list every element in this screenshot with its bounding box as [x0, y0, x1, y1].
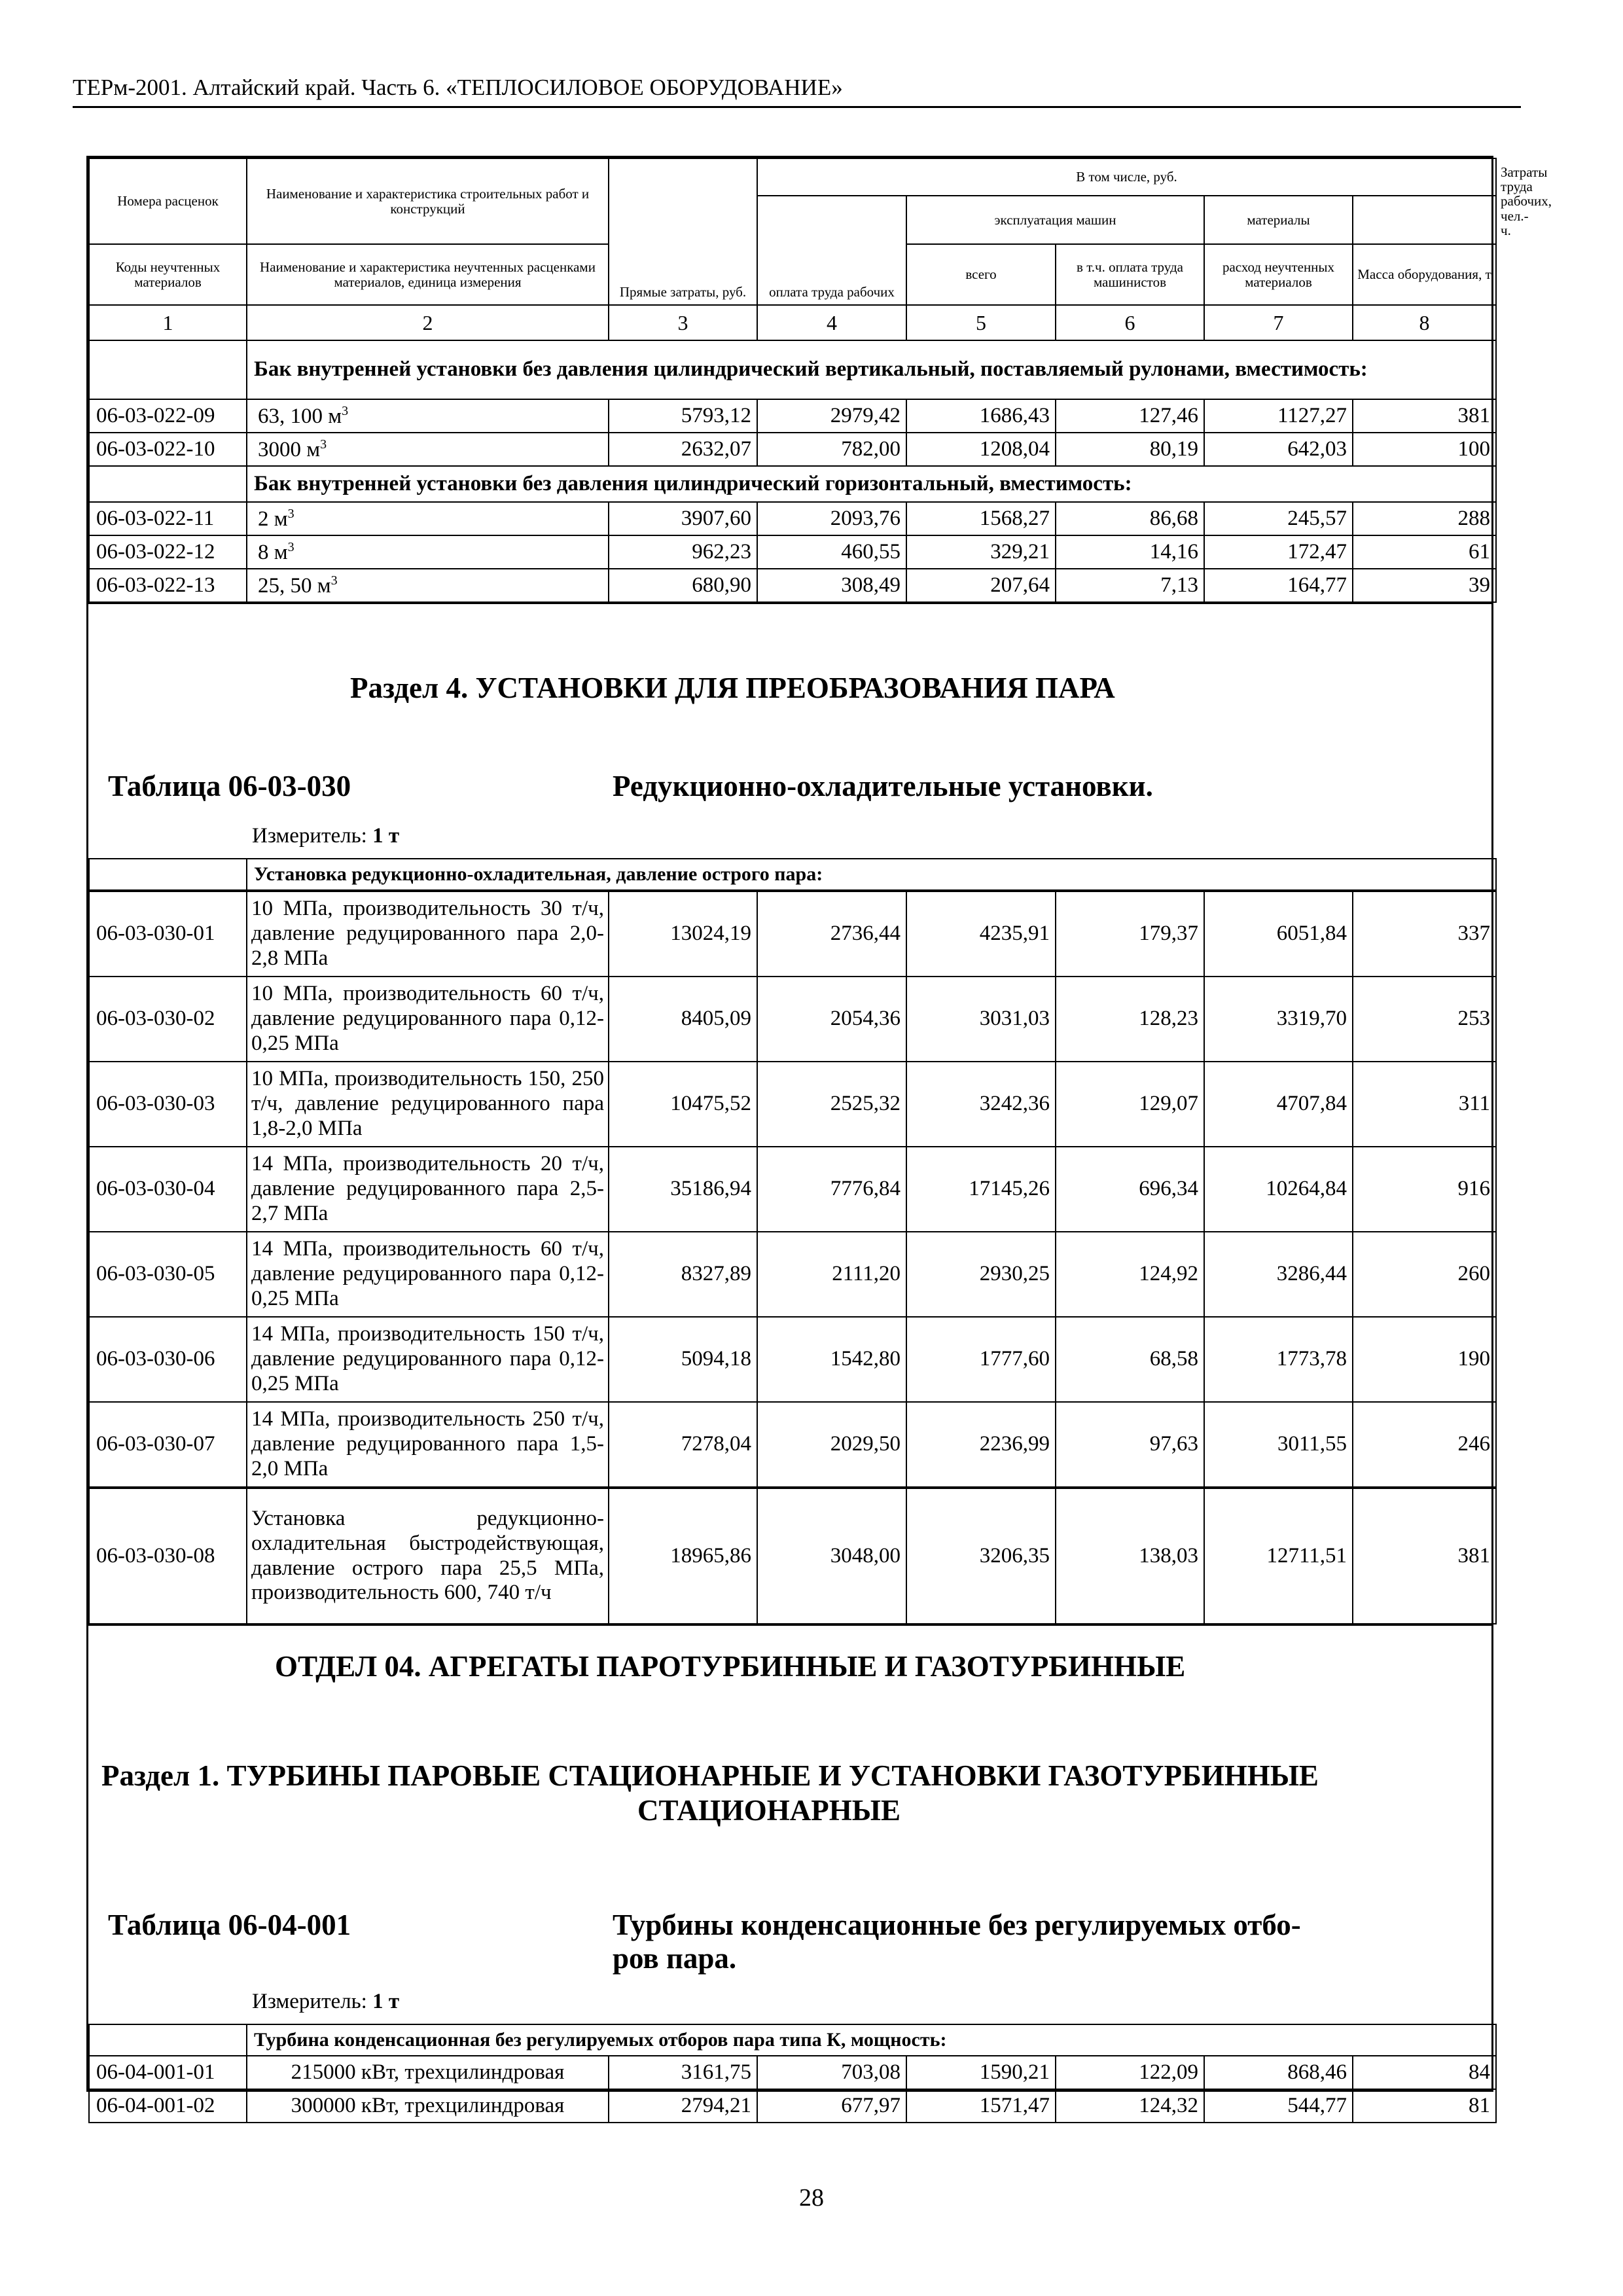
labor-pay: 3048,00 [757, 1488, 906, 1624]
table-06-04-001-title-line1: Турбины конденсационные без регулируемых отбо- [613, 1909, 1301, 1941]
rates-table-06-03-030-rows [88, 891, 1497, 1488]
materials: 164,77 [1204, 569, 1353, 602]
machine-total: 1686,43 [906, 399, 1056, 433]
machine-total: 1571,47 [906, 2089, 1056, 2123]
measure-unit: Измеритель: 1 т [252, 824, 400, 848]
machine-total: 3206,35 [906, 1488, 1056, 1624]
direct-costs: 8327,89 [609, 1232, 757, 1317]
machine-total: 207,64 [906, 569, 1056, 602]
rates-table-top: Номера расценок Наименование и характеристика строительных работ и конструкций Прямые затраты, руб. В том числе, руб. Затраты труда рабочих, чел.-ч. оплата труда рабочих эксплуатация машин материалы Коды неучтенных материалов Наименование и характеристика неучтенных расценками материалов, единица измерения всего в т.ч. оплата труда машинистов расход неучтенных материалов Масса оборудования, т 1 2 3 4 5 6 7 8 Бак внутренней установки без давления цилиндрический вертикальный, поставляемый рулонами, вместимость: 06-03-022-09 63, 100 $м^3$ 5793,12 2979,42 1686,43 127,46 1127,27 381 06-03-022-10 3000 $м^3$ 2632,07 782,00 1208,04 80,19 642,03 100 Бак внутренней установки без давления цилиндрический горизонтальный, вместимость: 06-03-022-11 2 $м^3$ 3907,60 2093,76 1568,27 86,68 245,57 288 06-03-022-12 8 $м^3$ 962,23 460,55 329,21 14,16 172,47 61 06-03-022-13 25, 50 $м^3$ 680,90 308,49 207,64 7,13 164,77 39 [88, 158, 1497, 603]
machine-total: 4235,91 [906, 891, 1056, 977]
col-including: В том числе, руб. [757, 158, 1496, 196]
table-row [89, 1062, 1496, 1147]
rates-table-06-03-030-last [88, 1488, 1497, 1624]
table-06-03-030-title: Редукционно-охладительные установки. [613, 770, 1153, 802]
section-4-title: Раздел 4. УСТАНОВКИ ДЛЯ ПРЕОБРАЗОВАНИЯ ПАРА [350, 672, 1115, 704]
direct-costs: 2794,21 [609, 2089, 757, 2123]
col-machine-op: эксплуатация машин [906, 196, 1204, 244]
table-row [89, 1402, 1496, 1487]
rate-name: 14 МПа, производительность 250 т/ч, давление редуцированного пара 1,5-2,0 МПа [247, 1402, 609, 1487]
col-work-name: Наименование и характеристика строительных работ и конструкций [247, 158, 609, 244]
labor-pay: 2111,20 [757, 1232, 906, 1317]
machine-total: 1208,04 [906, 433, 1056, 466]
labor-cost: 246 [1353, 1402, 1496, 1487]
operator-pay: 129,07 [1056, 1062, 1204, 1147]
direct-costs: 5793,12 [609, 399, 757, 433]
section-4-block [88, 603, 1491, 858]
direct-costs: 3907,60 [609, 502, 757, 535]
direct-costs: 680,90 [609, 569, 757, 602]
machine-total: 329,21 [906, 535, 1056, 569]
operator-pay: 97,63 [1056, 1402, 1204, 1487]
rates-table-06-04-001 [88, 2024, 1497, 2123]
table-row [89, 2056, 1496, 2089]
column-number: 4 [757, 305, 906, 340]
section-1-title-line1: Раздел 1. ТУРБИНЫ ПАРОВЫЕ СТАЦИОНАРНЫЕ И УСТАНОВКИ ГАЗОТУРБИННЫЕ [101, 1759, 1319, 1792]
col-equipment-mass: Масса оборудования, т [1353, 244, 1496, 305]
table-row [89, 433, 1496, 466]
operator-pay: 68,58 [1056, 1317, 1204, 1402]
table-row [89, 1147, 1496, 1232]
labor-pay: 2093,76 [757, 502, 906, 535]
direct-costs: 5094,18 [609, 1317, 757, 1402]
rate-name: Установка редукционно-охладительная быстродействующая, давление острого пара 25,5 МПа, производительность 600, 740 т/ч [247, 1488, 609, 1624]
labor-pay: 677,97 [757, 2089, 906, 2123]
rates-document [86, 156, 1552, 2117]
col-operator-pay: в т.ч. оплата труда машинистов [1056, 244, 1204, 305]
labor-pay: 2525,32 [757, 1062, 906, 1147]
labor-cost: 311 [1353, 1062, 1496, 1147]
rate-name: 215000 кВт, трехцилиндровая [247, 2056, 609, 2089]
page-header [73, 73, 1521, 108]
machine-total: 1568,27 [906, 502, 1056, 535]
machine-total: 3031,03 [906, 977, 1056, 1062]
rate-code: 06-03-030-01 [89, 891, 247, 977]
col-machine-total: всего [906, 244, 1056, 305]
materials: 642,03 [1204, 433, 1353, 466]
rate-code: 06-03-030-03 [89, 1062, 247, 1147]
column-number: 7 [1204, 305, 1353, 340]
materials: 4707,84 [1204, 1062, 1353, 1147]
labor-pay: 308,49 [757, 569, 906, 602]
labor-pay: 782,00 [757, 433, 906, 466]
labor-pay: 2029,50 [757, 1402, 906, 1487]
direct-costs: 13024,19 [609, 891, 757, 977]
materials: 3286,44 [1204, 1232, 1353, 1317]
column-numbers-row [89, 305, 1496, 340]
labor-cost: 253 [1353, 977, 1496, 1062]
labor-pay: 2979,42 [757, 399, 906, 433]
rate-name: 10 МПа, производительность 30 т/ч, давление редуцированного пара 2,0-2,8 МПа [247, 891, 609, 977]
rate-code: 06-03-030-06 [89, 1317, 247, 1402]
rate-name: 8 $м^3$ [247, 535, 609, 569]
operator-pay: 128,23 [1056, 977, 1204, 1062]
section4-group-title: Установка редукционно-охладительная, давление острого пара: [247, 859, 1496, 890]
rate-code: 06-03-030-07 [89, 1402, 247, 1487]
labor-pay: 1542,80 [757, 1317, 906, 1402]
materials: 12711,51 [1204, 1488, 1353, 1624]
column-number: 3 [609, 305, 757, 340]
labor-cost: 260 [1353, 1232, 1496, 1317]
column-number: 2 [247, 305, 609, 340]
table-row [89, 502, 1496, 535]
labor-cost: 337 [1353, 891, 1496, 977]
operator-pay: 696,34 [1056, 1147, 1204, 1232]
rate-code: 06-03-030-05 [89, 1232, 247, 1317]
direct-costs: 8405,09 [609, 977, 757, 1062]
labor-cost: 190 [1353, 1317, 1496, 1402]
direct-costs: 3161,75 [609, 2056, 757, 2089]
operator-pay: 124,92 [1056, 1232, 1204, 1317]
table-row [89, 535, 1496, 569]
operator-pay: 138,03 [1056, 1488, 1204, 1624]
materials: 3319,70 [1204, 977, 1353, 1062]
column-number: 8 [1353, 305, 1496, 340]
header-title: ТЕРм-2001. Алтайский край. Часть 6. «ТЕПЛОСИЛОВОЕ ОБОРУДОВАНИЕ» [73, 75, 843, 100]
labor-pay: 7776,84 [757, 1147, 906, 1232]
rate-name: 10 МПа, производительность 60 т/ч, давление редуцированного пара 0,12-0,25 МПа [247, 977, 609, 1062]
table-row [89, 891, 1496, 977]
direct-costs: 10475,52 [609, 1062, 757, 1147]
group-header-row [89, 859, 1496, 890]
rate-code: 06-03-022-10 [89, 433, 247, 466]
operator-pay: 80,19 [1056, 433, 1204, 466]
col-material-names: Наименование и характеристика неучтенных расценками материалов, единица измерения [247, 244, 609, 305]
direct-costs: 18965,86 [609, 1488, 757, 1624]
col-material-codes: Коды неучтенных материалов [89, 244, 247, 305]
page-number: 28 [799, 2184, 824, 2212]
materials: 10264,84 [1204, 1147, 1353, 1232]
materials: 245,57 [1204, 502, 1353, 535]
group-header-row [89, 466, 1496, 502]
direct-costs: 7278,04 [609, 1402, 757, 1487]
machine-total: 1777,60 [906, 1317, 1056, 1402]
labor-cost: 381 [1353, 399, 1496, 433]
column-number: 6 [1056, 305, 1204, 340]
machine-total: 3242,36 [906, 1062, 1056, 1147]
col-rate-numbers: Номера расценок [89, 158, 247, 244]
machine-total: 1590,21 [906, 2056, 1056, 2089]
table-row [89, 2089, 1496, 2123]
operator-pay: 7,13 [1056, 569, 1204, 602]
section-1-title-line2: СТАЦИОНАРНЫЕ [637, 1794, 901, 1827]
materials: 172,47 [1204, 535, 1353, 569]
rate-name: 14 МПа, производительность 150 т/ч, давление редуцированного пара 0,12-0,25 МПа [247, 1317, 609, 1402]
table-row [89, 569, 1496, 602]
materials: 1127,27 [1204, 399, 1353, 433]
rate-code: 06-03-030-04 [89, 1147, 247, 1232]
table-row [89, 1317, 1496, 1402]
rate-name: 300000 кВт, трехцилиндровая [247, 2089, 609, 2123]
materials: 544,77 [1204, 2089, 1353, 2123]
rate-name: 14 МПа, производительность 60 т/ч, давление редуцированного пара 0,12-0,25 МПа [247, 1232, 609, 1317]
table-row [89, 977, 1496, 1062]
col-material-use: расход неучтенных материалов [1204, 244, 1353, 305]
labor-cost: 381 [1353, 1488, 1496, 1624]
materials: 1773,78 [1204, 1317, 1353, 1402]
labor-cost: 84 [1353, 2056, 1496, 2089]
rate-code: 06-03-022-12 [89, 535, 247, 569]
table-06-04-001-label: Таблица 06-04-001 [108, 1909, 351, 1941]
rate-code: 06-03-022-13 [89, 569, 247, 602]
labor-pay: 2054,36 [757, 977, 906, 1062]
col-materials: материалы [1204, 196, 1353, 244]
rate-code: 06-03-030-08 [89, 1488, 247, 1624]
rates-table-06-03-030 [88, 858, 1497, 891]
dept-04-block [88, 1624, 1491, 2024]
labor-pay: 460,55 [757, 535, 906, 569]
table-row [89, 399, 1496, 433]
table-06-03-030-label: Таблица 06-03-030 [108, 770, 351, 802]
group1-title: Бак внутренней установки без давления цилиндрический вертикальный, поставляемый рулонами, вместимость: [247, 340, 1496, 399]
materials: 868,46 [1204, 2056, 1353, 2089]
rate-name: 3000 $м^3$ [247, 433, 609, 466]
materials: 3011,55 [1204, 1402, 1353, 1487]
labor-cost: 39 [1353, 569, 1496, 602]
rate-name: 14 МПа, производительность 20 т/ч, давление редуцированного пара 2,5-2,7 МПа [247, 1147, 609, 1232]
rate-code: 06-04-001-01 [89, 2056, 247, 2089]
machine-total: 17145,26 [906, 1147, 1056, 1232]
direct-costs: 962,23 [609, 535, 757, 569]
labor-pay: 2736,44 [757, 891, 906, 977]
labor-pay: 703,08 [757, 2056, 906, 2089]
group2-title: Бак внутренней установки без давления цилиндрический горизонтальный, вместимость: [247, 466, 1496, 502]
operator-pay: 179,37 [1056, 891, 1204, 977]
col-direct-costs: Прямые затраты, руб. [609, 158, 757, 305]
measure-unit: Измеритель: 1 т [252, 1990, 400, 2013]
labor-cost: 100 [1353, 433, 1496, 466]
rate-name: 25, 50 $м^3$ [247, 569, 609, 602]
rate-name: 2 $м^3$ [247, 502, 609, 535]
column-number: 1 [89, 305, 247, 340]
rate-code: 06-03-022-09 [89, 399, 247, 433]
rate-name: 10 МПа, производительность 150, 250 т/ч, давление редуцированного пара 1,8-2,0 МПа [247, 1062, 609, 1147]
labor-cost: 61 [1353, 535, 1496, 569]
operator-pay: 127,46 [1056, 399, 1204, 433]
labor-cost: 288 [1353, 502, 1496, 535]
direct-costs: 2632,07 [609, 433, 757, 466]
labor-cost: 81 [1353, 2089, 1496, 2123]
materials: 6051,84 [1204, 891, 1353, 977]
rate-name: 63, 100 $м^3$ [247, 399, 609, 433]
operator-pay: 86,68 [1056, 502, 1204, 535]
machine-total: 2236,99 [906, 1402, 1056, 1487]
dept04-group-title: Турбина конденсационная без регулируемых отборов пара типа К, мощность: [247, 2024, 1496, 2056]
table-06-04-001-title-line2: ров пара. [613, 1942, 737, 1975]
operator-pay: 122,09 [1056, 2056, 1204, 2089]
labor-cost: 916 [1353, 1147, 1496, 1232]
rate-code: 06-04-001-02 [89, 2089, 247, 2123]
group-header-row [89, 2024, 1496, 2056]
dept-04-title: ОТДЕЛ 04. АГРЕГАТЫ ПАРОТУРБИННЫЕ И ГАЗОТУРБИННЫЕ [275, 1650, 1186, 1683]
col-labor-pay: оплата труда рабочих [757, 196, 906, 305]
rate-code: 06-03-030-02 [89, 977, 247, 1062]
rate-code: 06-03-022-11 [89, 502, 247, 535]
table-row [89, 1488, 1496, 1624]
operator-pay: 14,16 [1056, 535, 1204, 569]
column-number: 5 [906, 305, 1056, 340]
direct-costs: 35186,94 [609, 1147, 757, 1232]
table-row [89, 1232, 1496, 1317]
operator-pay: 124,32 [1056, 2089, 1204, 2123]
machine-total: 2930,25 [906, 1232, 1056, 1317]
group-header-row [89, 340, 1496, 399]
